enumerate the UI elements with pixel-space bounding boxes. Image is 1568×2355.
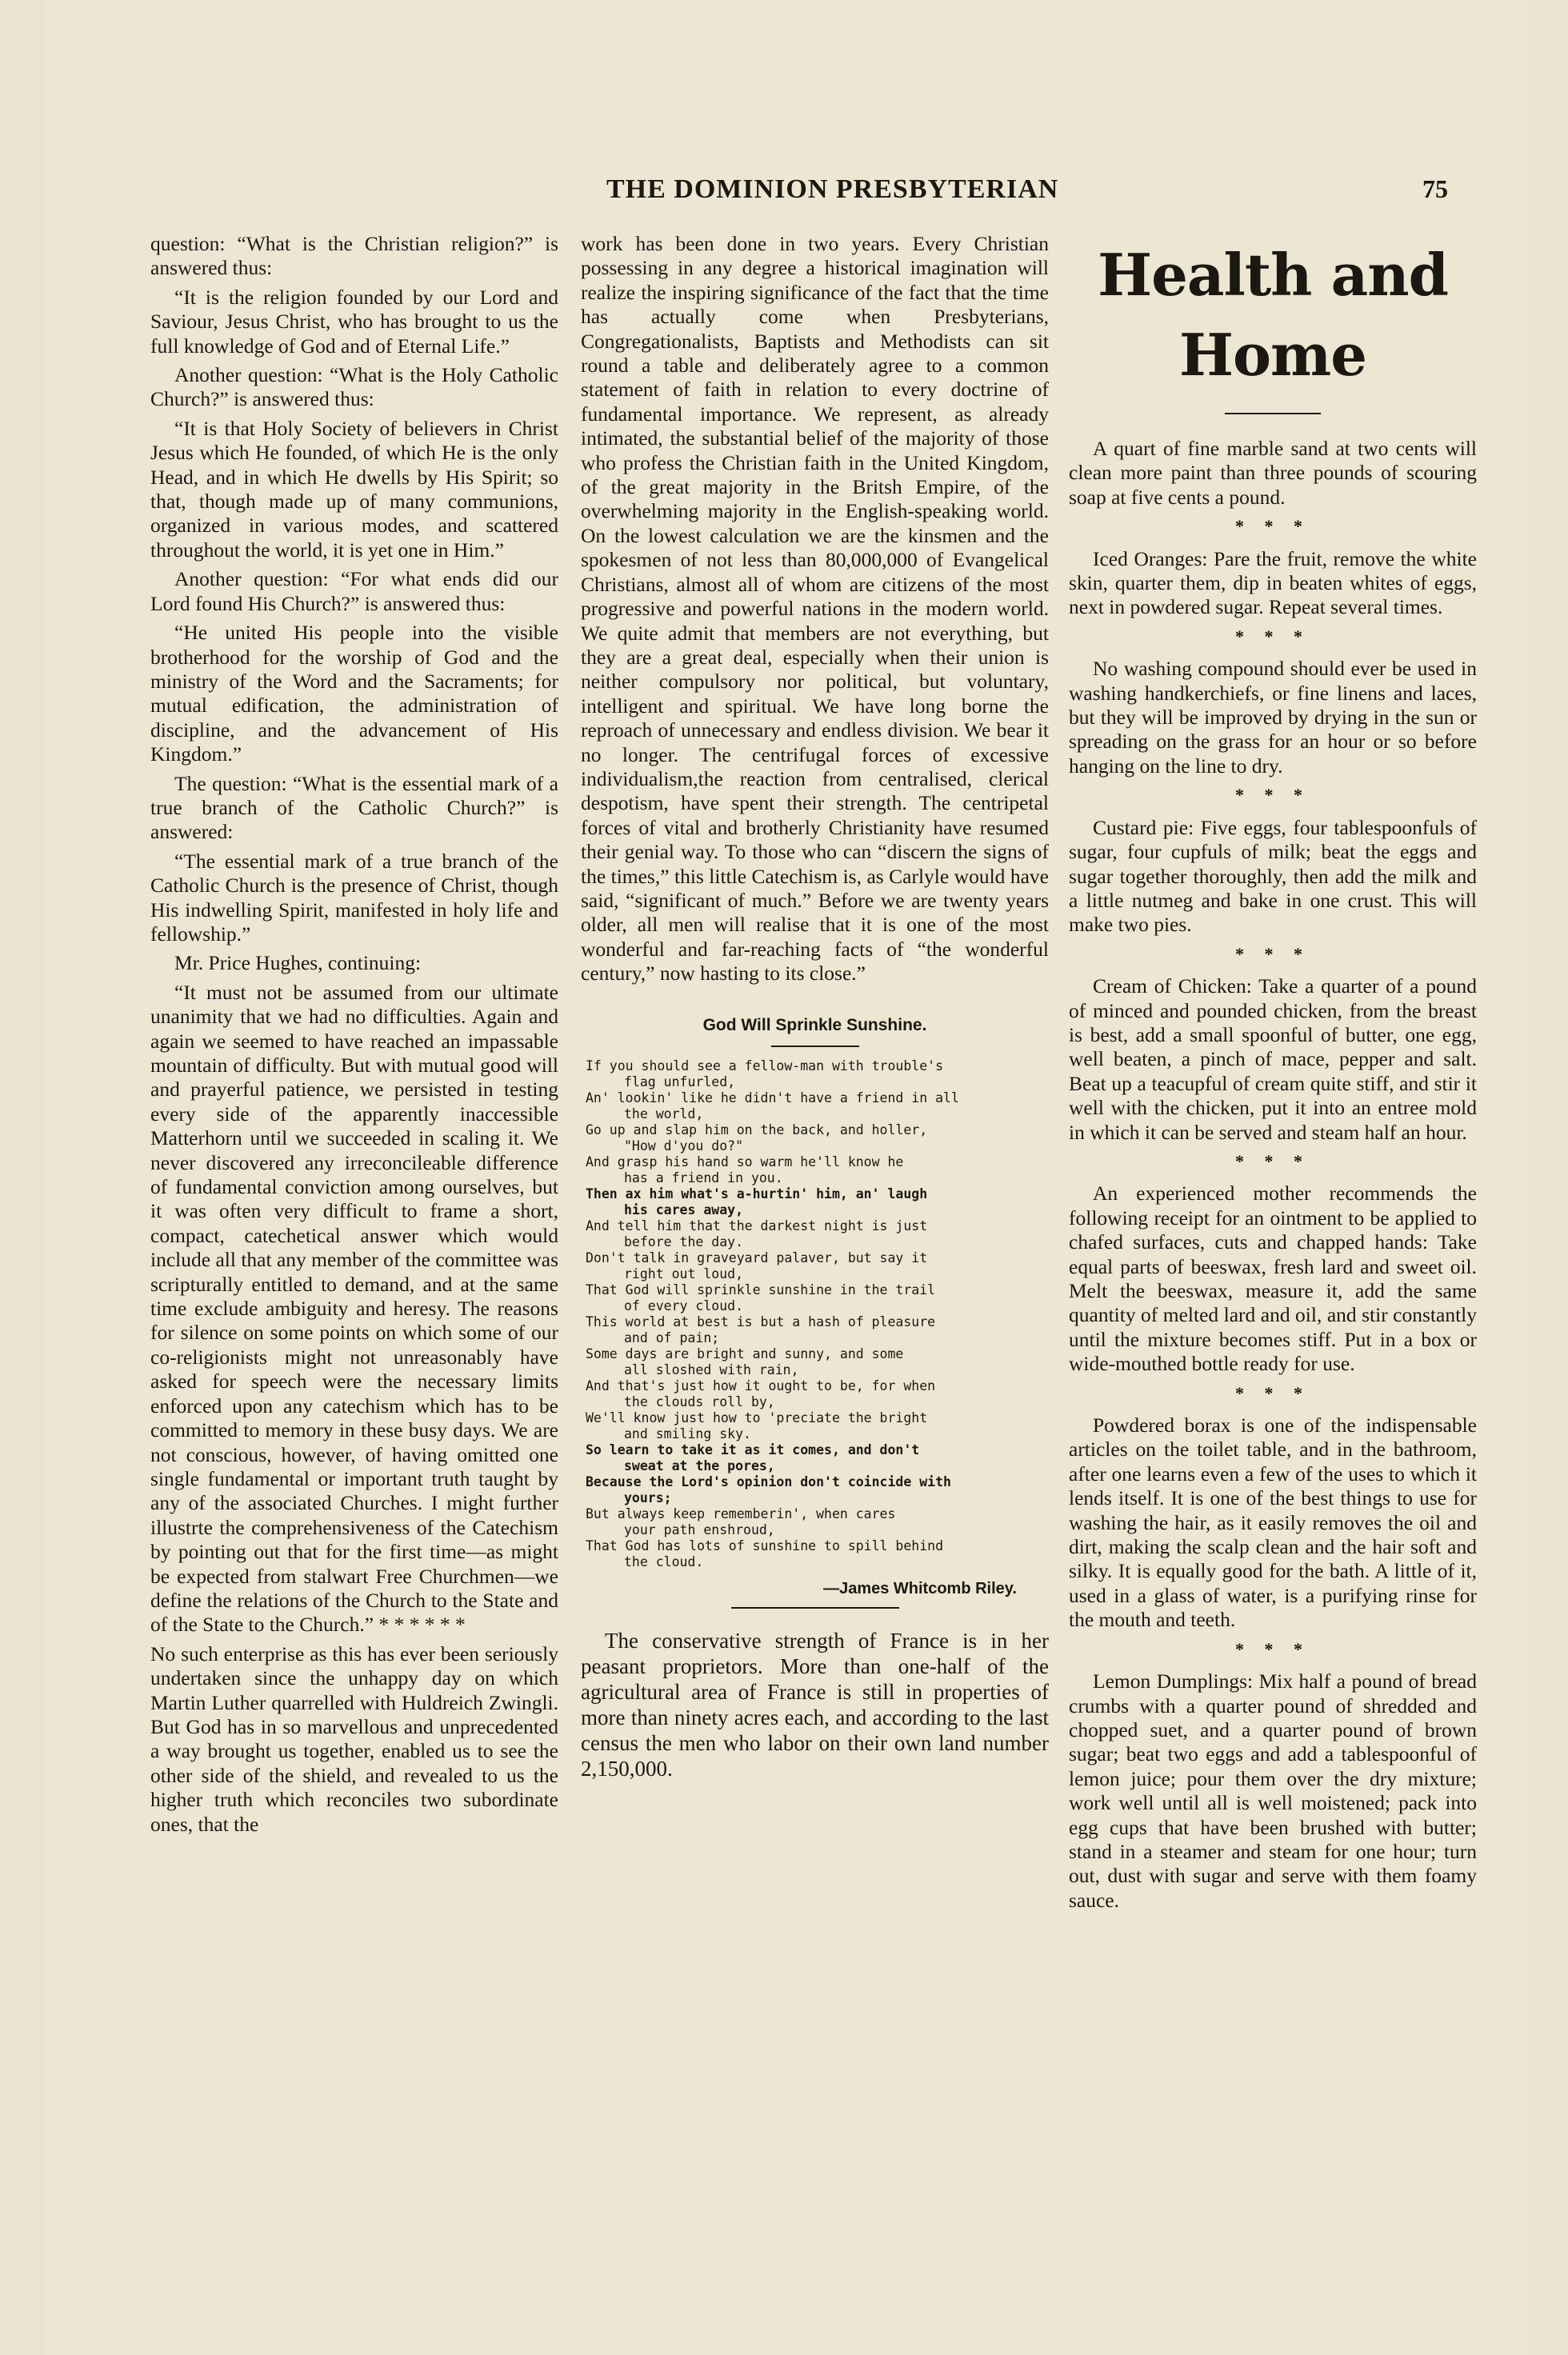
poem-line: Then ax him what's a-hurtin' him, an' laugh: [586, 1186, 928, 1201]
poem-line: And grasp his hand so warm he'll know he: [586, 1154, 904, 1170]
poem-line: That God has lots of sunshine to spill behind: [586, 1538, 944, 1553]
poem-line: Some days are bright and sunny, and some: [586, 1346, 904, 1361]
poem-line: of every cloud.: [624, 1298, 744, 1313]
paragraph: “The essential mark of a true branch of the Catholic Church is the presence of Christ, though His indwelling Spirit, manifested in holy life and fellowship.”: [150, 849, 558, 946]
hint-paragraph: Cream of Chicken: Take a quarter of a pound of minced and pounded chicken, from the breast is best, add a small spoonful of butter, one egg, well beaten, a pinch of mace, pepper and salt. Beat up a teacupful of cream quite stiff, and stir it well with the chicken, put it into an entree mold in which it can be served and steam half an hour.: [1069, 974, 1477, 1144]
poem-line: And that's just how it ought to be, for when: [586, 1378, 936, 1393]
household-hints: [1069, 437, 1477, 1913]
poem-line: the cloud.: [624, 1554, 704, 1569]
poem-line: So learn to take it as it comes, and don't: [586, 1442, 920, 1457]
poem-title: God Will Sprinkle Sunshine.: [702, 1015, 927, 1034]
poem-line: before the day.: [624, 1234, 744, 1249]
poem-line: An' lookin' like he didn't have a friend in all: [586, 1090, 959, 1106]
star-separator: * * *: [1235, 1382, 1310, 1403]
poem-line: If you should see a fellow-man with trouble's: [586, 1058, 944, 1074]
hint-paragraph: An experienced mother recommends the following receipt for an ointment to be applied to chafed surfaces, cuts and chapped hands: Take equal parts of beeswax, fresh lard and sweet oil. Melt the beeswax, measure it, add the same quantity of melted lard and oil, and stir constantly until the mixture becomes stiff. Put in a box or wide-mouthed bottle ready for use.: [1069, 1181, 1477, 1376]
poem-line: the world,: [624, 1106, 704, 1122]
paragraph: The question: “What is the essential mark of a true branch of the Catholic Church?” is answered:: [150, 771, 558, 844]
paragraph: question: “What is the Christian religion?” is answered thus:: [150, 232, 558, 280]
poem-line: right out loud,: [624, 1266, 744, 1281]
running-title: THE DOMINION PRESBYTERIAN: [606, 174, 1059, 204]
poem-line: his cares away,: [624, 1202, 744, 1217]
hint-paragraph: No washing compound should ever be used in washing handkerchiefs, or fine linens and laces, but they will be improved by drying in the sun or spreading on the grass for an hour or so before hanging on the line to dry.: [1069, 657, 1477, 778]
column-middle: [581, 232, 1049, 1786]
poem-line: yours;: [624, 1490, 672, 1505]
poem-line: and smiling sky.: [624, 1426, 751, 1441]
paragraph: “He united His people into the visible brotherhood for the worship of God and the ministry of the Word and the Sacraments; for mutual edification, the administration of discipline, and the advancement of His Kingdom.”: [150, 621, 558, 766]
column-left: [150, 232, 558, 1841]
star-separator: * * *: [1235, 785, 1310, 806]
newspaper-page: [46, 0, 1528, 2355]
paragraph: No such enterprise as this has ever been seriously undertaken since the unhappy day on which Martin Luther quarrelled with Huldreich Zwingli. But God has in so marvellous and unprecedented a way brought us together, enabled us to see the other side of the shield, and revealed to us the higher truth which reconciles two subordinate ones, that the: [150, 1641, 558, 1836]
poem-line: This world at best is but a hash of pleasure: [586, 1314, 936, 1329]
hint-paragraph: Powdered borax is one of the indispensable articles on the toilet table, and in the bathroom, after one learns even a few of the uses to which it lends itself. It is one of the best things to use for washing the hair, as it easily removes the oil and dirt, making the scalp clean and the hair soft and silky. It is equally good for the bath. A little of it, used in a glass of water, is a purifying rinse for the mouth and teeth.: [1069, 1413, 1477, 1632]
paragraph: The conservative strength of France is in her peasant proprietors. More than one-half of the agricultural area of France is still in properties of more than ninety acres each, and according to the last census the men who labor on their own land number 2,150,000.: [581, 1629, 1049, 1781]
poem-line: Because the Lord's opinion don't coincide with: [586, 1474, 951, 1489]
hint-paragraph: Lemon Dumplings: Mix half a pound of bread crumbs with a quarter pound of shredded and chopped suet, and a quarter pound of brown sugar; beat two eggs and add a tablespoonful of lemon juice; pour them over the dry mixture; work well until all is well moistened; pack into egg cups that have been brushed with butter; stand in a steamer and steam for one hour; turn out, dust with sugar and serve with them foamy sauce.: [1069, 1669, 1477, 1912]
poem-line: sweat at the pores,: [624, 1458, 775, 1473]
hint-paragraph: A quart of fine marble sand at two cents will clean more paint than three pounds of scouring soap at five cents a pound.: [1069, 437, 1477, 509]
paragraph: Mr. Price Hughes, continuing:: [174, 951, 422, 975]
poem-attribution: —James Whitcomb Riley.: [823, 1580, 1017, 1597]
paragraph: “It is the religion founded by our Lord and Saviour, Jesus Christ, who has brought to us the full knowledge of God and of Eternal Life.”: [150, 285, 558, 358]
column-right: [1069, 232, 1477, 1917]
hint-paragraph: Iced Oranges: Pare the fruit, remove the white skin, quarter them, dip in beaten whites of eggs, next in powdered sugar. Repeat several times.: [1069, 546, 1477, 619]
star-separator: * * *: [1235, 626, 1310, 646]
paragraph: “It must not be assumed from our ultimate unanimity that we had no difficulties. Again and again we seemed to have reached an impassable mountain of difficulty. But with mutual good will and prayerful patience, we persisted in testing every side of the apparently inaccessible Matterhorn until we succeeded in scaling it. We never discovered any irreconcileable difference of fundamental conviction among ourselves, but it was often very difficult to frame a short, compact, catechetical answer which would include all that any member of the committee was scripturally entitled to demand, and at the same time exclude ambiguity and heresy. The reasons for silence on some points on which some of our co-religionists might not unreasonably have asked for speech were the necessary limits enforced upon any catechism which has to be committed to memory in these busy days. We are not conscious, however, of having omitted one single fundamental or important truth taught by any of the associated Churches. I might further illustrte the comprehensiveness of the Catechism by pointing out that for the first time—as might be expected from stalwart Free Churchmen—we define the relations of the Church to the State and of the State to the Church.” * * * * * *: [150, 980, 558, 1637]
poem-line: has a friend in you.: [624, 1170, 783, 1185]
poem-line: And tell him that the darkest night is just: [586, 1218, 928, 1233]
poem-line: all sloshed with rain,: [624, 1362, 799, 1377]
poem-line: and of pain;: [624, 1330, 720, 1345]
hint-paragraph: Custard pie: Five eggs, four tablespoonfuls of sugar, four cupfuls of milk; beat the eggs and sugar together thoroughly, then add the milk and a little nutmeg and bake in one crust. This will make two pies.: [1069, 815, 1477, 937]
paragraph: Another question: “What is the Holy Catholic Church?” is answered thus:: [150, 363, 558, 411]
poem-line: We'll know just how to 'preciate the bright: [586, 1410, 928, 1425]
poem-line: "How d'you do?": [624, 1138, 744, 1154]
poem-line: your path enshroud,: [624, 1522, 775, 1537]
divider: [731, 1607, 899, 1609]
paragraph: work has been done in two years. Every Christian possessing in any degree a historical imagination will realize the inspiring significance of the fact that the time has actually come when Presbyterians, Congregationalists, Baptists and Methodists can sit round a table and deliberately agree to a common statement of faith in relation to every doctrine of fundamental importance. We represent, as already intimated, the substantial belief of the majority of those who profess the Christian faith in the United Kingdom, of the great majority in the Britsh Empire, of the overwhelming majority in the English-speaking world. On the lowest calculation we are the kinsmen and the spokesmen of not less than 80,000,000 of Evangelical Christians, almost all of whom are citizens of the most progressive and powerful nations in the modern world. We quite admit that members are not everything, but they are a great deal, especially when their union is neither compulsory nor political, but voluntary, intelligent and spiritual. We have long borne the reproach of unnecessary and endless division. We bear it no longer. The centrifugal forces of excessive individualism,the reaction from centralised, clerical despotism, have spent their strength. The centripetal forces of vital and brotherly Christianity have resumed their genial way. To those who can “discern the signs of the times,” this little Catechism is, as Carlyle would have said, “significant of much.” Before we are twenty years older, all men will realise that it is one of the most wonderful and far-reaching facts of “the wonderful century,” now hasting to its close.”: [581, 232, 1049, 986]
star-separator: * * *: [1235, 516, 1310, 537]
page-number: 75: [1422, 174, 1448, 203]
star-separator: * * *: [1235, 1638, 1310, 1659]
department-title: Health and Home: [1098, 241, 1448, 389]
poem-line: the clouds roll by,: [624, 1394, 775, 1409]
paragraph: “It is that Holy Society of believers in Christ Jesus which He founded, of which He is the only Head, and in which He dwells by His Spirit; so that, though made up of many communions, organized in various modes, and scattered throughout the world, it is yet one in Him.”: [150, 416, 558, 562]
poem-line: Don't talk in graveyard palaver, but say it: [586, 1250, 928, 1265]
divider: [1225, 413, 1321, 414]
poem-line: That God will sprinkle sunshine in the trail: [586, 1282, 936, 1297]
poem-line: flag unfurled,: [624, 1074, 736, 1090]
star-separator: * * *: [1235, 1150, 1310, 1171]
divider: [771, 1046, 859, 1047]
poem: [581, 1058, 1049, 1570]
star-separator: * * *: [1235, 943, 1310, 964]
poem-line: But always keep rememberin', when cares: [586, 1506, 896, 1521]
page-header: [46, 174, 1528, 222]
paragraph: Another question: “For what ends did our Lord found His Church?” is answered thus:: [150, 567, 558, 615]
poem-line: Go up and slap him on the back, and holler,: [586, 1122, 928, 1138]
